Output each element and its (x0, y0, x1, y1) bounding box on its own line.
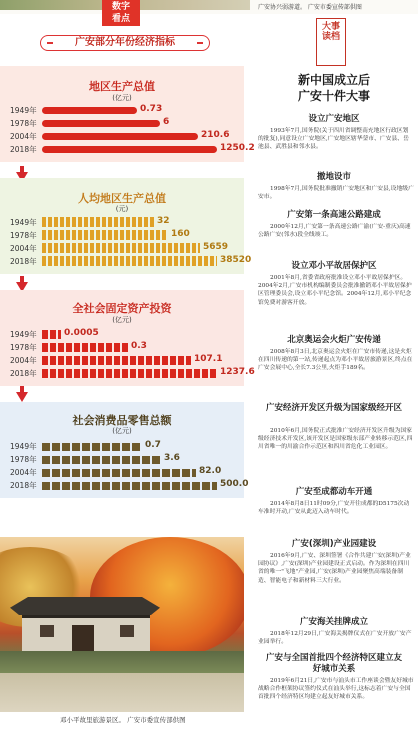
bar-row (0, 466, 244, 478)
year-label: 2018年 (10, 369, 37, 378)
value-label: 1250.2 (220, 143, 255, 153)
event-body: 1993年7月,国务院(关于四川省调整南充地区行政区划的批复),同意设立广安地区,广安地区辖华蓥市、广安县、岳池县、武胜县和邻水县。 (258, 128, 409, 151)
chart-unit: (亿元) (112, 427, 132, 435)
bar-row (0, 242, 244, 254)
house-window (40, 625, 54, 637)
value-label: 32 (157, 216, 170, 226)
value-label: 0.3 (131, 341, 147, 351)
bar-row (0, 341, 244, 353)
bar-row (0, 104, 244, 116)
bar-row (0, 354, 244, 366)
bar (42, 482, 217, 490)
chart-unit: (亿元) (112, 316, 132, 324)
bar-row (0, 229, 244, 241)
value-label: 500.0 (220, 479, 249, 489)
year-label: 2004年 (10, 468, 37, 477)
year-label: 2004年 (10, 356, 37, 365)
event-body: 2010年6月,国务院正式批准广安经济开发区升级为国家级经济技术开发区,该开发区是国家级东部产业转移示范区,四川省唯一的川渝合作示范区和四川省危化工业园区。 (258, 428, 413, 451)
bar-row (0, 143, 255, 155)
chart-title: 人均地区生产总值 (78, 192, 166, 205)
year-label: 1949年 (10, 218, 37, 227)
bar (42, 243, 200, 253)
courtyard (0, 673, 244, 712)
house-roof (10, 597, 160, 615)
value-label: 5659 (203, 242, 229, 252)
gdp-chart (0, 66, 255, 162)
event-title: 广安与全国首批四个经济特区建立友好城市关系 (265, 653, 402, 674)
bar (42, 217, 154, 227)
events-tag (316, 18, 346, 66)
event-title: 广安(深圳)产业园建设 (291, 539, 377, 549)
hedge (0, 651, 244, 673)
bar-row (0, 216, 244, 228)
bar-row (0, 367, 255, 379)
event-body: 1998年7月,国务院批准撤销广安地区和广安县,设地级广安市。 (258, 186, 414, 201)
year-label: 1949年 (10, 330, 37, 339)
year-label: 2018年 (10, 257, 37, 266)
year-label: 1978年 (10, 343, 37, 352)
bar-row (0, 328, 244, 340)
events-main-title (250, 72, 418, 104)
value-label: 82.0 (199, 466, 222, 476)
event-title: 广安海关挂牌成立 (299, 617, 368, 627)
bar-row (0, 117, 244, 129)
bar (42, 107, 137, 114)
tag-line-1: 大事 (321, 22, 340, 32)
event-title: 北京奥运会火炬广安传递 (287, 335, 381, 345)
event-body: 2000年12月,广安第一条高速公路广渝(广安-重庆)高速公路广安(邻水)段全线竣工。 (258, 224, 411, 239)
chart-title: 全社会固定资产投资 (72, 302, 172, 315)
year-label: 2004年 (10, 244, 37, 253)
event-title: 广安至成都动车开通 (295, 487, 373, 497)
value-label: 107.1 (194, 354, 223, 364)
year-label: 1949年 (10, 442, 37, 451)
event-body: 2018年12月29日,广安海关揭牌仪式在广安开放广安产业园举行。 (258, 631, 412, 646)
event-title: 设立邓小平故居保护区 (291, 261, 377, 271)
year-label: 1978年 (10, 119, 37, 128)
per-capita-gdp-chart (0, 178, 252, 274)
retail-sales-chart (0, 402, 249, 498)
year-label: 2004年 (10, 132, 37, 141)
year-label: 2018年 (10, 481, 37, 490)
year-label: 1978年 (10, 455, 37, 464)
bar (42, 330, 61, 339)
digital-highlights-badge (102, 0, 140, 26)
bar-row (0, 440, 244, 452)
house-window (120, 625, 134, 637)
bar (42, 133, 198, 140)
year-label: 1949年 (10, 106, 37, 115)
value-label: 160 (171, 229, 190, 239)
chart-title: 地区生产总值 (89, 80, 155, 93)
year-label: 2018年 (10, 145, 37, 154)
bar (42, 146, 217, 153)
major-events-column (250, 14, 418, 730)
top-photo-caption: 广安协兴弱游道。 广安市委宣传部供图 (258, 4, 362, 11)
bar (42, 443, 142, 451)
photo-caption: 邓小平故里旅游景区。 广安市委宣传部供图 (60, 716, 186, 724)
value-label: 0.7 (145, 440, 161, 450)
down-arrow-icon (16, 392, 28, 402)
chart-unit: (亿元) (112, 94, 132, 102)
chart-unit: (元) (115, 205, 129, 213)
bar (42, 343, 128, 352)
bar (42, 356, 191, 365)
main-title-line-2: 广安十件大事 (297, 89, 370, 103)
value-label: 0.0005 (64, 328, 99, 338)
main-title-line-1: 新中国成立后 (297, 73, 370, 87)
bar-row (0, 130, 244, 142)
bar (42, 256, 217, 266)
bar (42, 120, 160, 127)
bar-row (0, 479, 249, 491)
event-title: 广安第一条高速公路建成 (287, 210, 381, 220)
value-label: 38520 (220, 255, 252, 265)
bar-row (0, 255, 252, 267)
bar-row (0, 453, 244, 465)
event-body: 2014年8月8日11时09分,广安开往成都的D5175次动车准时开动,广安从此迈入动车时代。 (258, 501, 410, 516)
event-body: 2001年8月,省委省政府批准设立邓小平故居保护区。2004年2月,广安市机构编制委员会批准撤销邓小平故居保护区管理委员会,设立邓小平纪念馆。2004年12月,邓小平纪念馆免费对游客开放。 (258, 275, 412, 306)
value-label: 6 (163, 117, 170, 127)
value-label: 1237.6 (220, 367, 255, 377)
bar (42, 469, 196, 477)
value-label: 210.6 (201, 130, 230, 140)
house-door (72, 625, 94, 651)
value-label: 3.6 (164, 453, 180, 463)
fixed-asset-investment-chart (0, 290, 255, 386)
event-title: 撤地设市 (316, 172, 351, 182)
event-title: 广安经济开发区升级为国家级经开区 (265, 403, 402, 413)
section-title: 广安部分年份经济指标 (40, 35, 210, 51)
badge-line-1: 数字 (111, 2, 130, 12)
year-label: 1978年 (10, 231, 37, 240)
deng-xiaoping-hometown-photo (0, 537, 244, 712)
event-body: 2019年6月21日,广安市与汕头市工作座谈会暨友好城市战略合作框架协议签约仪式在汕头举行,这标志着广安与全国首批四个经济特区均建立起友好城市关系。 (258, 678, 414, 701)
tag-line-2: 读档 (321, 32, 340, 42)
bar (42, 369, 217, 378)
chart-title: 社会消费品零售总额 (72, 414, 172, 427)
bar (42, 230, 168, 240)
bar (42, 456, 161, 464)
value-label: 0.73 (140, 104, 163, 114)
event-title: 设立广安地区 (308, 114, 360, 124)
event-body: 2016年9月,广安、深圳签署《合作共建广安(深圳)产业园协议》,广安(深圳)产业园建设正式启动。作为深圳在四川省的唯一"飞地"产业园,广安(深圳)产业园聚焦高端装备制造、智能电子和新材料三大行业。 (258, 553, 411, 584)
event-body: 2008年8月3日,北京奥运会火炬在广安市传递,这是火炬在四川传递的第一站,传递起点为邓小平故居旅游景区,终点在广安会展中心,全长7.3公里,火炬手189名。 (258, 349, 413, 372)
badge-line-2: 看点 (111, 14, 130, 24)
